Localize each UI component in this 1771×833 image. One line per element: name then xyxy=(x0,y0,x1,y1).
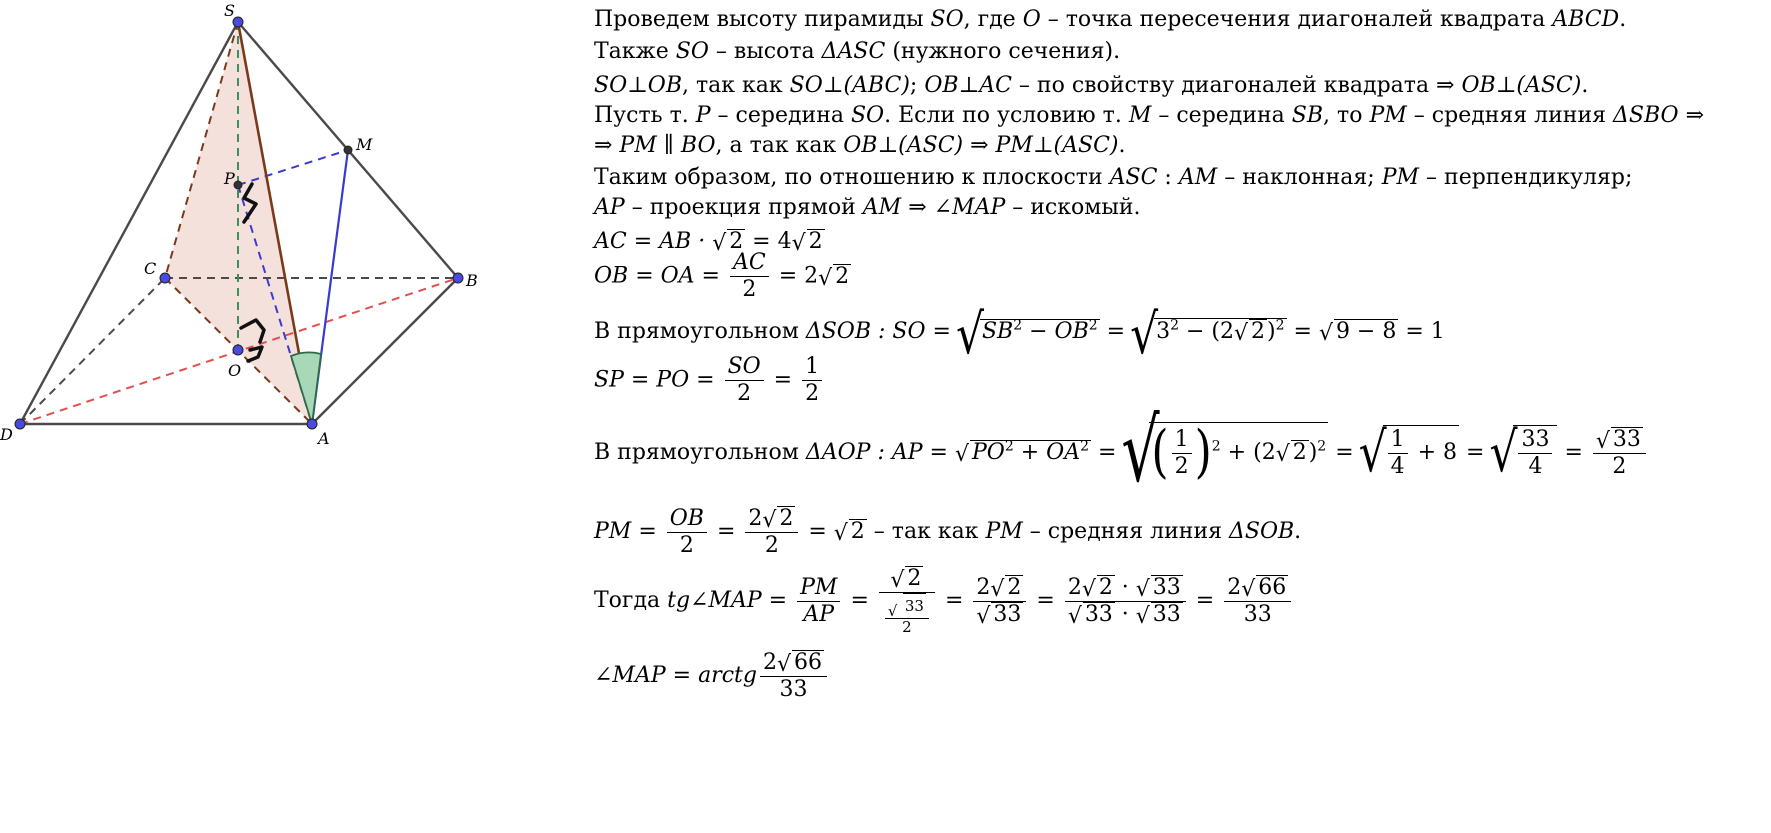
point-a xyxy=(307,419,317,429)
point-m xyxy=(344,146,352,154)
label-d: D xyxy=(0,425,13,444)
label-a: A xyxy=(318,429,330,448)
formula-ap: В прямоугольном ΔAOP : AP = √ $PO^2 + OA^2$ = √ ( $\frac{1}{2}$ )$^2$ + (2√ 2)$^2$ = √ $\frac{1}{4}$ + 8 = √ $\frac{33}{4}$ = √ $\frac{33}{2}$ xyxy=(594,422,1649,483)
solution-line-5: ⇒ PM ∥ BO, а так как OB⊥(ASC) ⇒ PM⊥(ASC). xyxy=(594,133,1126,158)
label-m: M xyxy=(356,135,373,154)
solution-line-3: SO⊥OB, так как SO⊥(ABC); OB⊥AC – по свойству диагоналей квадрата ⇒ OB⊥(ASC). xyxy=(594,73,1589,98)
solution-line-1: Проведем высоту пирамиды SO, где O – точка пересечения диагоналей квадрата ABCD. xyxy=(594,7,1627,32)
label-p: P xyxy=(224,169,235,188)
point-d xyxy=(15,419,25,429)
point-c xyxy=(160,273,170,283)
formula-ob: OB = OA = $\frac{AC}{2}$ = 2√ 2 xyxy=(594,250,851,303)
point-o xyxy=(233,345,243,355)
solution-line-6: Таким образом, по отношению к плоскости ASC : AM – наклонная; PM – перпендикуляр; xyxy=(594,165,1633,190)
solution-line-4: Пусть т. P – середина SO. Если по условию т. M – середина SB, то PM – средняя линия ΔSBO ⇒ xyxy=(594,103,1705,128)
label-s: S xyxy=(224,1,235,20)
label-b: B xyxy=(466,271,478,290)
formula-ac: AC = AB · √ 2 = 4√ 2 xyxy=(594,228,825,256)
edge-dc-hidden xyxy=(20,278,165,424)
solution-line-7: AP – проекция прямой AM ⇒ ∠MAP – искомый. xyxy=(594,195,1141,220)
solution-line-2: Также SO – высота ΔASC (нужного сечения). xyxy=(594,39,1121,64)
formula-so: В прямоугольном ΔSOB : SO = √ $SB^2 - OB^2$ = √ $3^2 - (2√$ 2)$^2$ = √ 9 − 8 = 1 xyxy=(594,314,1445,350)
point-p xyxy=(234,181,242,189)
label-o: O xyxy=(228,361,242,380)
edge-ab xyxy=(312,278,458,424)
pyramid-diagram xyxy=(0,0,590,460)
formula-answer: ∠MAP = arctg $\frac{2√ 66}{33}$ xyxy=(594,646,830,706)
point-b xyxy=(453,273,463,283)
formula-tg: Тогда tg∠MAP = $\frac{PM}{AP}$ = √ 2 √ $\frac{33}{2}$ = 2√ 2 √ 33 = 2√ 2 · √ 33 √ 33 · √ 33 = $\frac{2√ 66}{33}$ xyxy=(594,566,1294,636)
formula-sp: SP = PO = $\frac{SO}{2}$ = $\frac{1}{2}$ xyxy=(594,354,825,407)
label-c: C xyxy=(144,259,157,278)
formula-pm: PM = $\frac{OB}{2}$ = $\frac{2√ 2}{2}$ = √ 2 – так как PM – средняя линия ΔSOB. xyxy=(594,502,1301,562)
